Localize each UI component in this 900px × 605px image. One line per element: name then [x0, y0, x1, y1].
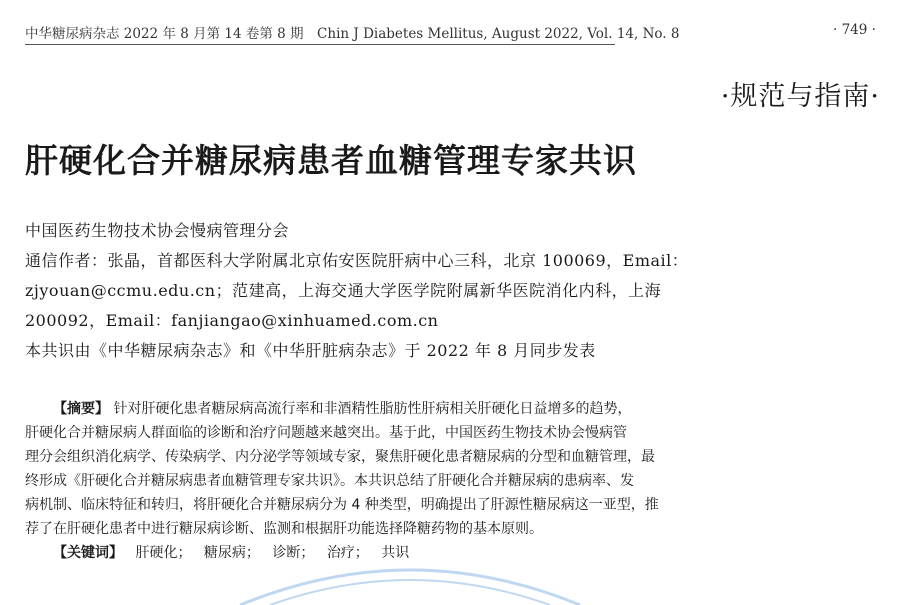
abstract-line: 病机制、临床特征和转归，将肝硬化合并糖尿病分为 4 种类型，明确提出了肝源性糖尿病这一亚型，推: [25, 497, 659, 513]
publication-note: 本共识由《中华糖尿病杂志》和《中华肝脏病杂志》于 2022 年 8 月同步发表: [25, 341, 596, 360]
page-number: · 749 ·: [833, 22, 876, 38]
abstract-line: 终形成《肝硬化合并糖尿病患者血糖管理专家共识》。本共识总结了肝硬化合并糖尿病的患病率、发: [25, 473, 634, 489]
keyword: 共识: [381, 545, 410, 561]
abstract-section: [25, 397, 725, 565]
running-header: 中华糖尿病杂志 2022 年 8 月第 14 卷第 8 期 Chin J Diabetes Mellitus, August 2022, Vol. 14, No. 8: [25, 22, 615, 45]
abstract-label: 【摘要】: [53, 401, 109, 417]
abstract-line: 荐了在肝硬化患者中进行糖尿病诊断、监测和根据肝功能选择降糖药物的基本原则。: [25, 521, 543, 537]
keyword: 糖尿病；: [203, 545, 260, 561]
abstract-first-line: [25, 397, 725, 421]
keywords-list: [127, 545, 409, 561]
abstract-line: 理分会组织消化病学、传染病学、内分泌学等领域专家，聚焦肝硬化患者糖尿病的分型和血糖管理，最: [25, 449, 655, 465]
correspondence-line: 200092，Email：fanjiangao@xinhuamed.com.cn: [25, 311, 439, 330]
abstract-line: 针对肝硬化患者糖尿病高流行率和非酒精性脂肪性肝病相关肝硬化日益增多的趋势，: [113, 401, 632, 417]
keywords-row: [25, 541, 725, 565]
keyword: 治疗；: [326, 545, 369, 561]
correspondence-line: zjyouan@ccmu.edu.cn；范建高，上海交通大学医学院附属新华医院消化内科，上海: [25, 281, 662, 300]
author-block: [25, 216, 740, 366]
article-title: 肝硬化合并糖尿病患者血糖管理专家共识: [25, 141, 637, 180]
keyword: 诊断；: [272, 545, 315, 561]
keywords-label: 【关键词】: [53, 545, 123, 561]
section-label: ·规范与指南·: [720, 81, 880, 112]
keyword: 肝硬化；: [135, 545, 192, 561]
author-organization: 中国医药生物技术协会慢病管理分会: [25, 221, 290, 240]
abstract-line: 肝硬化合并糖尿病人群面临的诊断和治疗问题越来越突出。基于此，中国医药生物技术协会慢病管: [25, 425, 627, 441]
correspondence-line: 通信作者：张晶，首都医科大学附属北京佑安医院肝病中心三科，北京 100069，Email：: [25, 251, 689, 270]
